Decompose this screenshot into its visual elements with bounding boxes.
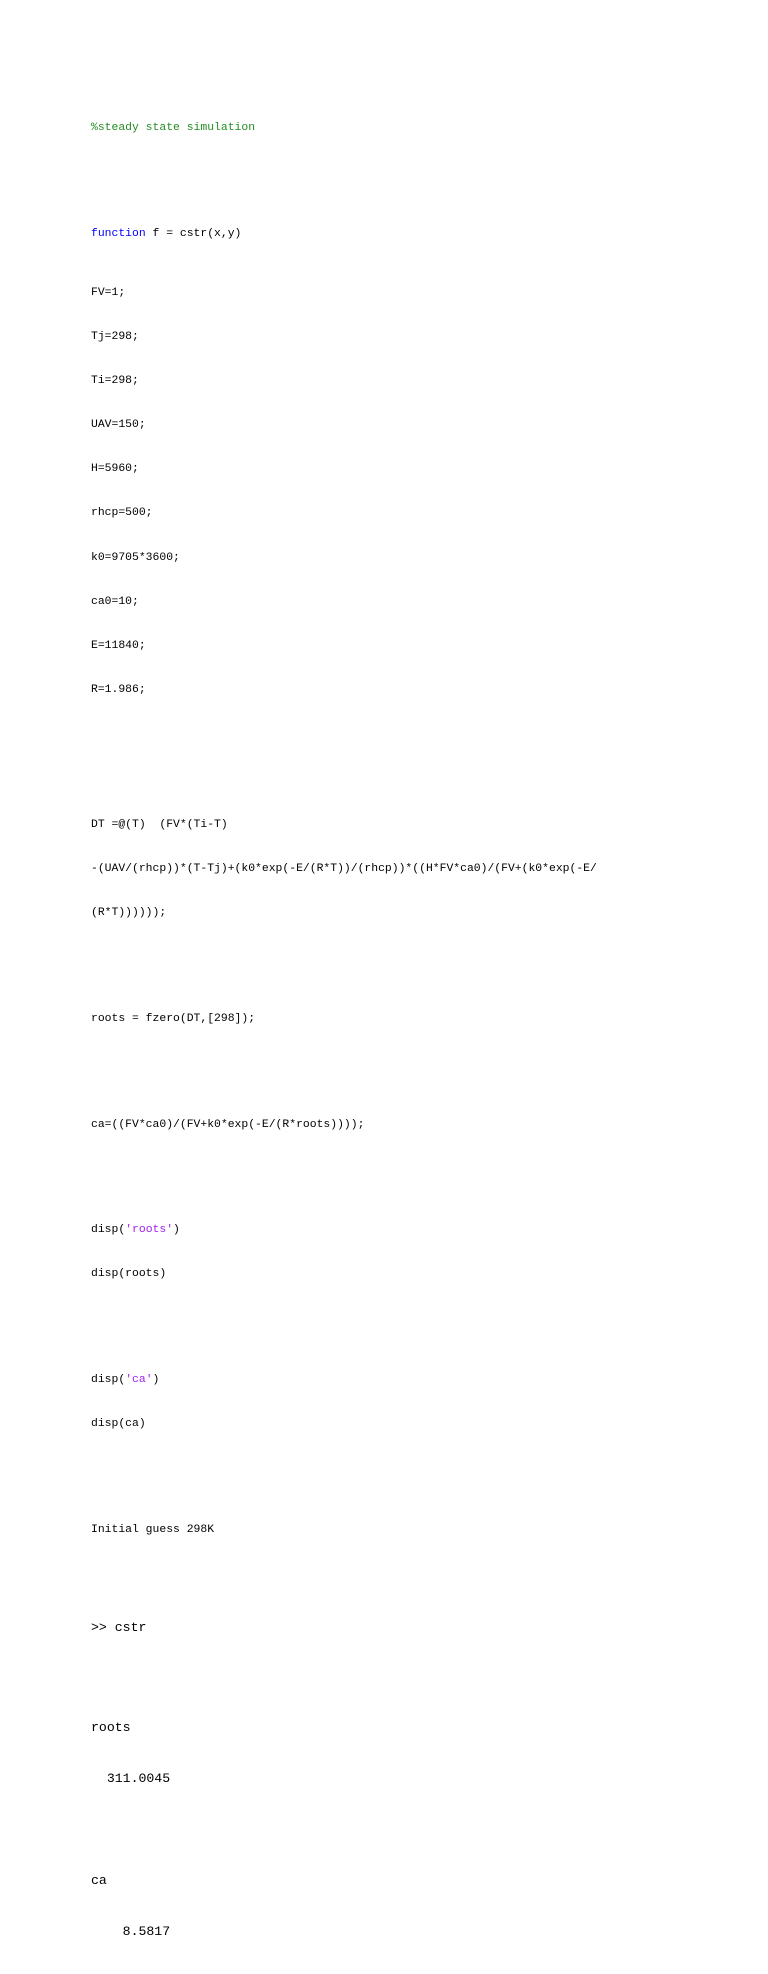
string-literal: 'ca'	[125, 1374, 153, 1387]
spacer	[91, 166, 751, 184]
disp-close: )	[152, 1374, 160, 1387]
matlab-script	[91, 92, 751, 1567]
spacer	[91, 1162, 751, 1180]
param-line: ca0=10;	[91, 595, 139, 608]
ca-formula-line: ca=((FV*ca0)/(FV+k0*exp(-E/(R*roots))));	[91, 1118, 365, 1131]
dt-line: (R*T))))));	[91, 907, 167, 920]
disp-call: disp(	[91, 1224, 126, 1237]
roots-fzero-line: roots = fzero(DT,[298]);	[91, 1012, 256, 1025]
disp-roots-label-line	[91, 1223, 751, 1238]
disp-close: )	[173, 1224, 180, 1237]
roots-label: roots	[91, 1719, 131, 1735]
function-keyword: function	[91, 228, 146, 241]
function-signature: f = cstr(x,y)	[145, 228, 242, 241]
string-literal: 'roots'	[125, 1224, 174, 1237]
param-line: UAV=150;	[91, 419, 146, 432]
disp-call: disp(	[91, 1374, 126, 1387]
param-line: FV=1;	[91, 286, 126, 299]
spacer	[91, 1311, 751, 1329]
spacer	[91, 1670, 751, 1685]
param-line: k0=9705*3600;	[91, 551, 180, 564]
dt-line: DT =@(T) (FV*(Ti-T)	[91, 818, 228, 831]
initial-guess-note: Initial guess 298K	[91, 1523, 215, 1536]
param-line: Ti=298;	[91, 375, 139, 388]
param-line: rhcp=500;	[91, 507, 153, 520]
disp-roots-var-line: disp(roots)	[91, 1268, 167, 1281]
spacer	[91, 1056, 751, 1074]
param-line: E=11840;	[91, 639, 146, 652]
script-comment: %steady state simulation	[91, 122, 256, 135]
spacer	[91, 742, 751, 774]
document-page	[91, 92, 751, 1974]
ca-label: ca	[91, 1872, 107, 1888]
function-declaration	[91, 227, 751, 242]
param-line: R=1.986;	[91, 683, 146, 696]
param-line: H=5960;	[91, 463, 139, 476]
ca-value: 8.5817	[91, 1923, 171, 1939]
console-prompt: >> cstr	[91, 1619, 147, 1635]
disp-ca-label-line	[91, 1373, 751, 1388]
disp-ca-var-line: disp(ca)	[91, 1418, 146, 1431]
dt-line: -(UAV/(rhcp))*(T-Tj)+(k0*exp(-E/(R*T))/(rhcp))*((H*FV*ca0)/(FV+(k0*exp(-E/	[91, 862, 597, 875]
spacer	[91, 950, 751, 968]
param-line: Tj=298;	[91, 331, 139, 344]
roots-value: 311.0045	[91, 1770, 171, 1786]
spacer	[91, 1461, 751, 1479]
spacer	[91, 1821, 751, 1838]
console-output	[91, 1585, 751, 1974]
